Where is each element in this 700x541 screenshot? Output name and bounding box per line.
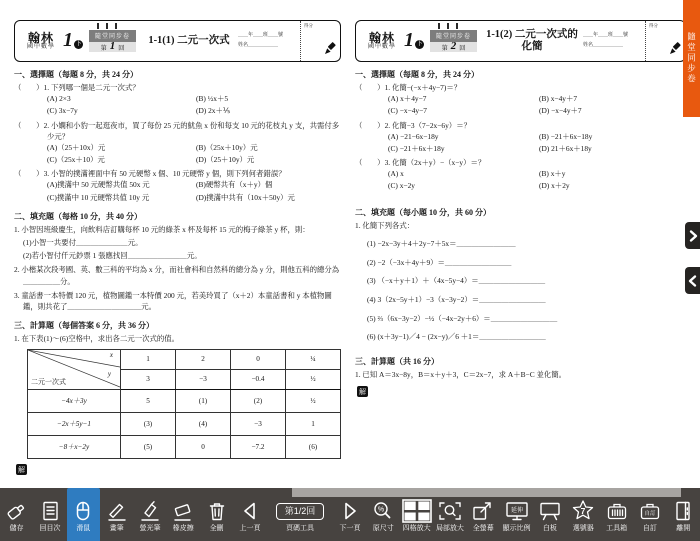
table-cell: ½ (286, 389, 341, 412)
fullscreen-button[interactable] (467, 497, 500, 541)
round-prefix: 第 (100, 45, 107, 52)
table-corner-label: 二元一次式 (31, 377, 66, 386)
round-badge (89, 30, 136, 53)
highlighter-tool-label: 螢光筆 (139, 525, 161, 532)
prev-page-edge-button[interactable] (685, 267, 700, 294)
toolbox-label: 工具箱 (606, 525, 628, 532)
custom-case-icon (637, 499, 663, 523)
table-cell: −3 (176, 369, 231, 389)
custom-case-text: 自訂 (644, 511, 656, 517)
eraser-tool-label: 橡皮擦 (172, 525, 194, 532)
toolbox-button[interactable] (600, 497, 633, 541)
choice-option: (D) x＋2y (539, 181, 570, 191)
fill-subitem: (2)若小智付仟元鈔票 1 張應找回＿＿＿＿＿＿＿＿元。 (23, 251, 202, 261)
choice-option: (B) ½x＋5 (196, 94, 229, 104)
choice-option: (A)（25＋10x）元 (47, 142, 106, 152)
next-page-edge-button[interactable] (685, 222, 700, 249)
round-suffix: 回 (459, 45, 466, 52)
choice-question: （ ）1. 化簡−(−x＋4y−7)＝？ (355, 83, 462, 92)
trash-icon (204, 499, 230, 523)
choice-option: (D)撲滿中共有（10x＋50y）元 (196, 192, 295, 202)
worksheet-header (355, 20, 686, 62)
round-badge (430, 30, 477, 53)
table-cell: 0 (231, 349, 286, 369)
choice-options (355, 93, 686, 117)
page-title-line2: 化簡 (521, 41, 543, 52)
delete-all-label: 全刪 (209, 525, 224, 532)
back-to-toc-button[interactable] (33, 497, 66, 541)
next-page-label: 下一頁 (339, 525, 361, 532)
fullscreen-icon (470, 499, 496, 523)
fill-item: 3. 童話書一本特價 120 元，植物圖鑑一本特價 200 元，若美玲買了（x＋2）本童話書和 y 本植物圖鑑，則共花了＿＿＿＿＿＿＿＿＿＿元。 (14, 290, 332, 312)
eraser-icon (170, 499, 196, 523)
display-ratio-button[interactable] (500, 497, 533, 541)
class-field: ＿＿年＿＿班＿＿號 (583, 32, 629, 38)
brand-name: 翰林 (368, 31, 395, 45)
worksheet-header (14, 20, 341, 62)
mouse-tool-button[interactable] (67, 497, 100, 541)
brand-logo (19, 32, 63, 50)
page-indicator-value: 第1/2回 (276, 503, 325, 520)
choice-options (355, 131, 686, 155)
save-label: 儲存 (9, 525, 24, 532)
table-cell: ¼ (286, 349, 341, 369)
table-cell: −7.2 (231, 435, 286, 458)
worksheet-page-1 (14, 20, 341, 477)
zoom-percent-icon (370, 499, 396, 523)
four-grid-zoom-button[interactable] (400, 497, 433, 541)
local-zoom-icon (437, 499, 463, 523)
whiteboard-label: 白板 (542, 525, 557, 532)
student-info-fields (238, 31, 300, 52)
choice-question: （ ）2. 小嫻和小豹一起逛夜市，買了每份 25 元的魷魚 x 份和每支 10 元的花枝丸 y 支，共需付多少元？ (14, 120, 340, 141)
expression-cell: −4x＋3y (28, 389, 121, 412)
semester-badge: 下 (416, 40, 423, 48)
semester-badge: 下 (75, 40, 82, 48)
staple-icon (97, 23, 117, 29)
round-prefix: 第 (441, 45, 448, 52)
mouse-icon (70, 499, 96, 523)
table-y-label: y (107, 369, 111, 378)
save-icon (4, 499, 30, 523)
answer-icon[interactable]: 解 (16, 464, 27, 475)
fullscreen-label: 全螢幕 (472, 525, 494, 532)
grade-badge (404, 30, 424, 50)
choice-heading: 一、選擇題（每題 8 分，共 24 分） (355, 70, 479, 79)
choice-option: (B) −21＋6x−18y (539, 131, 593, 141)
grade-number: 1 (404, 29, 414, 51)
choice-option: (D) 2x＋⅕ (196, 106, 231, 116)
table-corner-cell (28, 349, 121, 389)
choice-heading: 一、選擇題（每題 8 分，共 24 分） (14, 70, 138, 79)
choice-options (355, 168, 686, 192)
calc-heading: 三、計算題（共 16 分） (355, 357, 439, 367)
chevron-left-icon (688, 274, 698, 288)
expression-cell: −8＋x−2y (28, 435, 121, 458)
back-to-toc-label: 回目次 (39, 525, 61, 532)
name-field: 姓名＿＿＿＿＿＿ (238, 43, 279, 48)
choice-option: (C) x−2y (388, 181, 415, 191)
percent-glyph: % (378, 506, 385, 514)
round-number: 2 (450, 40, 457, 53)
mouse-tool-label: 滑鼠 (76, 525, 91, 532)
table-cell: (2) (231, 389, 286, 412)
choice-option: (C) −x−4y−7 (388, 106, 427, 116)
choice-question: （ ）3. 小智的撲滿裡面中有 50 元硬幣 x 個、10 元硬幣 y 個，則下列何者錯誤？ (14, 169, 286, 179)
choice-options (14, 179, 341, 203)
fill-item: (4) 3（2x−5y＋1）−3（x−3y−2）＝＿＿＿＿＿＿＿＿＿ (367, 295, 546, 305)
chevron-right-icon (688, 229, 698, 243)
score-label: 得分 (304, 23, 313, 28)
table-cell: (1) (176, 389, 231, 412)
table-cell: 1 (286, 412, 341, 435)
custom-label: 自訂 (642, 525, 657, 532)
display-ratio-icon (504, 499, 530, 523)
choice-option: (D)（25＋10y）元 (196, 154, 255, 164)
display-ratio-label: 顯示比例 (502, 525, 531, 532)
round-number-row (89, 42, 136, 53)
page-title-line1: 1-1(1) 二元一次式 (148, 34, 230, 46)
four-grid-zoom-label: 四格放大 (402, 525, 431, 532)
four-grid-icon (402, 499, 432, 523)
name-field: 姓名＿＿＿＿＿＿ (583, 43, 624, 48)
calc-heading: 三、計算題（每個答案 6 分，共 36 分） (14, 320, 154, 330)
choice-option: (C) 3x−7y (47, 106, 78, 116)
brand-subtitle: 國中數學 (26, 44, 55, 50)
save-button[interactable] (0, 497, 33, 541)
whiteboard-icon (537, 499, 563, 523)
brand-logo (360, 32, 404, 50)
star-number-text: 7 (580, 506, 586, 516)
class-field: ＿＿年＿＿班＿＿號 (238, 32, 284, 38)
worksheet-page-2 (355, 20, 686, 399)
fill-item: (3) （−x＋y＋1）＋（4x−5y−4）＝＿＿＿＿＿＿＿＿＿ (367, 276, 546, 286)
pencil-icon (324, 42, 337, 60)
fill-item: 2. 小楷某次段考國、英、數三科的平均為 x 分，而社會科和自然科的總分為 y 分，則他五科的總分為＿＿＿＿＿分。 (14, 265, 340, 286)
table-cell: (3) (121, 412, 176, 435)
number-picker-label: 選號器 (572, 525, 594, 532)
choice-option: (B)（25x＋10y）元 (196, 142, 258, 152)
choice-option: (C)（25x＋10）元 (47, 154, 105, 164)
exit-label: 離開 (676, 525, 691, 532)
choice-option: (A)撲滿中 50 元硬幣共值 50x 元 (47, 180, 150, 190)
highlighter-tool-button[interactable] (133, 497, 166, 541)
toolbar (0, 497, 700, 541)
triangle-right-icon (337, 499, 363, 523)
fill-item: 1. 小智因班級慶生，向飲料店訂購每杯 10 元的綠茶 x 杯及每杯 15 元的梅子綠茶 y 杯，則： (14, 225, 310, 235)
page-indicator-box (276, 499, 325, 523)
student-info-fields (583, 31, 645, 52)
fill-item: (6) (x＋3y−1)／4 − (2x−y)／6 ＋1＝＿＿＿＿＿＿＿＿＿ (367, 332, 546, 342)
staple-icon (438, 23, 458, 29)
choice-option: (B) x＋y (539, 169, 566, 179)
fill-item: (1) −2x−3y＋4＋2y−7＋5x＝＿＿＿＿＿＿＿＿ (367, 239, 516, 249)
choice-option: (A) −21−6x−18y (388, 131, 439, 141)
page-indicator-button[interactable] (267, 497, 334, 541)
round-number: 1 (109, 40, 116, 53)
series-label: 隨堂同步卷 (430, 30, 477, 42)
page-title-line1: 1-1(2) 二元一次式的 (486, 28, 578, 40)
fill-heading: 二、填充題（每小題 10 分，共 60 分） (355, 207, 491, 217)
brand-subtitle: 國中數學 (367, 44, 396, 50)
toolbar-top-strip (0, 488, 700, 497)
table-cell: 0 (176, 435, 231, 458)
table-cell: (6) (286, 435, 341, 458)
door-icon (670, 499, 696, 523)
calc-intro: 1. 在下表(1)～(6)空格中，求出各二元一次式的值。 (14, 333, 180, 343)
table-cell: −3 (231, 412, 286, 435)
choice-option: (B)硬幣共有（x＋y）個 (196, 180, 273, 190)
table-cell: (4) (176, 412, 231, 435)
table-cell: −0.4 (231, 369, 286, 389)
table-cell: ½ (286, 369, 341, 389)
values-table (27, 349, 341, 459)
choice-option: (A) x＋4y−7 (388, 94, 427, 104)
table-x-label: x (109, 350, 113, 359)
pen-tool-button[interactable] (100, 497, 133, 541)
page-title (140, 35, 238, 47)
toc-icon (37, 499, 63, 523)
round-number-row (430, 42, 477, 53)
original-size-button[interactable] (367, 497, 400, 541)
fill-intro: 1. 化簡下列各式： (355, 220, 415, 230)
fill-item: (5) ⅔（6x−3y−2）−½（−4x−2y＋6）＝＿＿＿＿＿＿＿＿＿ (367, 313, 558, 323)
table-cell: 2 (176, 349, 231, 369)
choice-option: (A) 2×3 (47, 94, 71, 104)
brand-name: 翰林 (27, 31, 54, 45)
choice-option: (D) −x−4y＋7 (539, 106, 582, 116)
choice-question: （ ）2. 化簡−3（7−2x−6y）＝？ (355, 120, 471, 130)
choice-option: (A) x (388, 169, 404, 179)
choice-option: (C) −21＋6x＋18y (388, 143, 445, 153)
calc-intro: 1. 已知 A＝3x−8y，B＝x＋y＋3，C＝2x−7，求 A＋B−C 並化簡。 (355, 370, 567, 380)
table-cell: (5) (121, 435, 176, 458)
next-page-button[interactable] (333, 497, 366, 541)
table-cell: 3 (121, 369, 176, 389)
page-title (481, 29, 583, 53)
local-zoom-button[interactable] (433, 497, 466, 541)
round-suffix: 回 (118, 45, 125, 52)
delete-all-button[interactable] (200, 497, 233, 541)
number-picker-button[interactable] (567, 497, 600, 541)
table-cell: 1 (121, 349, 176, 369)
score-label: 得分 (649, 23, 658, 28)
toolbox-icon (604, 499, 630, 523)
fill-item: (2) −2（−3x＋4y＋9）＝＿＿＿＿＿＿＿＿＿ (367, 257, 512, 267)
answer-icon[interactable]: 解 (357, 386, 368, 397)
highlighter-icon (137, 499, 163, 523)
expression-cell: −2x＋5y−1 (28, 412, 121, 435)
display-ratio-screen-text: 延伸 (510, 508, 523, 514)
original-size-label: 原尺寸 (372, 525, 394, 532)
choice-option: (B) x−4y＋7 (539, 94, 578, 104)
pen-icon (104, 499, 130, 523)
custom-button[interactable] (633, 497, 666, 541)
previous-page-label: 上一頁 (239, 525, 261, 532)
fill-heading: 二、填充題（每格 10 分，共 40 分） (14, 211, 142, 221)
grade-number: 1 (63, 29, 73, 51)
previous-page-button[interactable] (233, 497, 266, 541)
choice-question: （ ）3. 化簡（2x＋y）−（x−y）＝？ (355, 158, 486, 168)
choice-question: （ ）1. 下列哪一個是二元一次式？ (14, 83, 140, 92)
page-indicator-label: 頁碼工具 (285, 525, 314, 532)
series-label: 隨堂同步卷 (89, 30, 136, 42)
choice-option: (D) 21＋6x＋18y (539, 143, 592, 153)
table-cell: 5 (121, 389, 176, 412)
choice-options (14, 93, 341, 117)
grade-badge (63, 30, 83, 50)
fill-subitem: (1)小智一共要付＿＿＿＿＿＿＿元。 (23, 238, 143, 248)
sidetab-worksheets[interactable]: 隨堂同步卷 (683, 0, 700, 117)
choice-options (14, 142, 341, 166)
eraser-tool-button[interactable] (167, 497, 200, 541)
whiteboard-button[interactable] (533, 497, 566, 541)
pen-tool-label: 畫筆 (109, 525, 124, 532)
triangle-left-icon (237, 499, 263, 523)
choice-option: (C)撲滿中 10 元硬幣共值 10y 元 (47, 192, 150, 202)
pencil-icon (669, 42, 682, 60)
local-zoom-label: 局部放大 (435, 525, 464, 532)
star-number-icon (570, 499, 596, 523)
exit-button[interactable] (667, 497, 700, 541)
